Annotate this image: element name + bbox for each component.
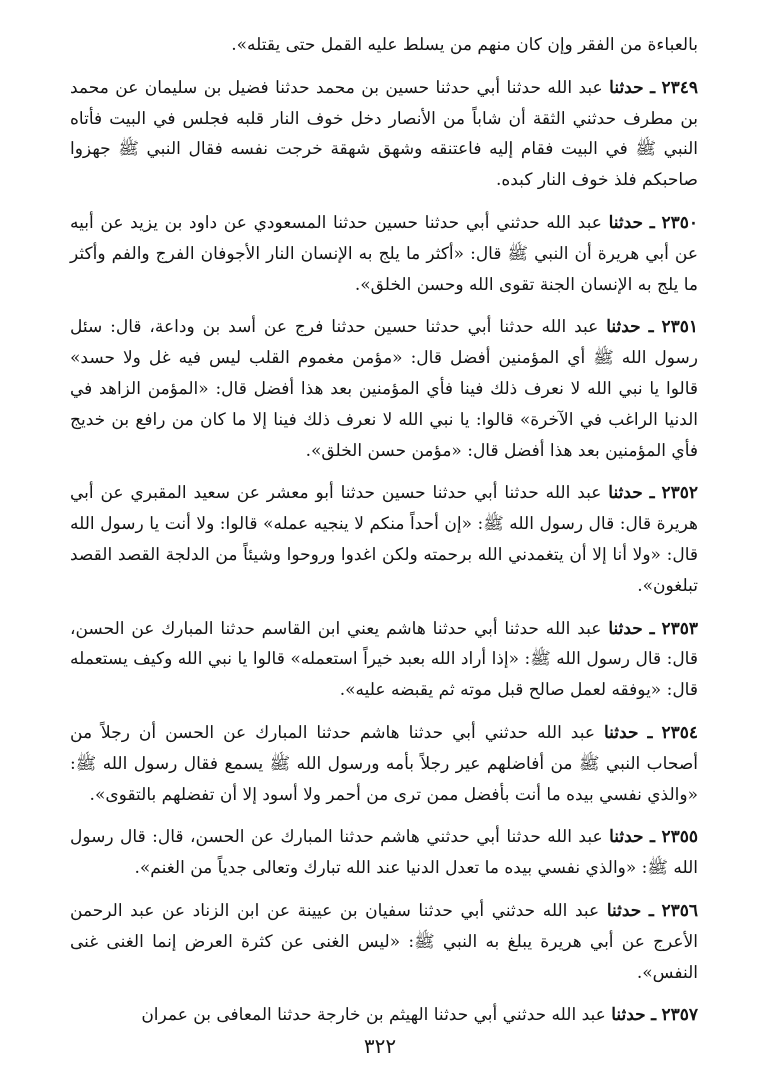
hadith-2353	[70, 614, 698, 706]
book-page	[70, 30, 698, 1040]
hadith-lead: حدثنا	[609, 827, 644, 848]
hadith-text: عبد الله حدثني أبي حدثنا حسين حدثنا المسعودي عن داود بن يزيد عن أبيه عن أبي هريرة أن النبي ﷺ قال: «أكثر ما يلج به الإنسان النار الأجوفان الفرج والفم وأكثر ما يلج به الإنسان الجنة تقوى الله وحسن الخلق».	[70, 212, 698, 295]
hadith-dash: ـ	[647, 722, 653, 743]
hadith-number: ٢٣٥٣	[661, 618, 699, 639]
hadith-dash: ـ	[648, 900, 654, 921]
hadith-text: عبد الله حدثني أبي حدثنا سفيان بن عيينة عن ابن الزناد عن عبد الرحمن الأعرج عن أبي هريرة يبلغ به النبي ﷺ: «ليس الغنى عن كثرة العرض إنما الغنى غنى النفس».	[70, 900, 698, 983]
hadith-2349	[70, 73, 698, 196]
hadith-lead: حدثنا	[608, 483, 643, 504]
hadith-dash: ـ	[649, 618, 655, 639]
hadith-text: عبد الله حدثنا أبي حدثنا حسين حدثنا فرج عن أسد بن وداعة، قال: سئل رسول الله ﷺ أي المؤمنين أفضل قال: «مؤمن مغموم القلب ليس فيه غل ولا حسد» قالوا يا نبي الله لا نعرف ذلك فينا فأي المؤمنين بعد هذا أفضل قال: «المؤمن الزاهد في الدنيا الراغب في الآخرة» قالوا: يا نبي الله لا نعرف ذلك فينا إلا ما كان من رافع بن خديج فأي المؤمنين بعد هذا أفضل قال: «مؤمن حسن الخلق».	[70, 317, 698, 461]
hadith-text: عبد الله حدثني أبي حدثنا هاشم حدثنا المبارك عن الحسن أن رجلاً من أصحاب النبي ﷺ من أفاضلهم عير رجلاً بأمه ورسول الله ﷺ يسمع فقال رسول الله ﷺ: «والذي نفسي بيده ما أنت بأفضل ممن ترى من أحمر ولا أسود إلا أن تفضلهم بالتقوى».	[70, 722, 698, 805]
hadith-lead: حدثنا	[608, 212, 644, 233]
hadith-text: عبد الله حدثنا أبي حدثني هاشم حدثنا المبارك عن الحسن، قال: قال رسول الله ﷺ: «والذي نفسي بيده ما تعدل الدنيا عند الله تبارك وتعالى جدياً من الغنم».	[70, 827, 698, 879]
hadith-2351	[70, 312, 698, 466]
hadith-2352	[70, 478, 698, 601]
hadith-lead: حدثنا	[611, 1005, 646, 1026]
hadith-text: عبد الله حدثنا أبي حدثنا حسين بن محمد حدثنا فضيل بن سليمان عن محمد بن مطرف حدثني الثقة أن شاباً من الأنصار دخل خوف النار قلبه فجلس في البيت فأتاه النبي ﷺ في البيت فقام إليه فاعتنقه وشهق شهقة خرجت نفسه فقال النبي ﷺ جهزوا صاحبكم فلذ خوف النار كبده.	[70, 77, 698, 191]
hadith-lead: حدثنا	[609, 77, 644, 98]
hadith-number: ٢٣٥١	[661, 317, 699, 338]
hadith-number: ٢٣٤٩	[661, 77, 699, 98]
hadith-number: ٢٣٥٥	[661, 827, 699, 848]
hadith-lead: حدثنا	[606, 317, 641, 338]
hadith-text: عبد الله حدثنا أبي حدثنا هاشم يعني ابن القاسم حدثنا المبارك عن الحسن، قال: قال رسول الله ﷺ: «إذا أراد الله بعبد خيراً استعمله» قالوا يا نبي الله وكيف يستعمله قال: «يوفقه لعمل صالح قبل موته ثم يقبضه عليه».	[70, 618, 698, 701]
hadith-2354	[70, 718, 698, 810]
hadith-number: ٢٣٥٧	[661, 1005, 698, 1026]
continuation-text: بالعباءة من الفقر وإن كان منهم من يسلط عليه القمل حتى يقتله».	[231, 35, 698, 55]
hadith-2350	[70, 208, 698, 300]
hadith-number: ٢٣٥٢	[661, 483, 699, 504]
hadith-dash: ـ	[648, 317, 654, 338]
hadith-text: عبد الله حدثني أبي حدثنا الهيثم بن خارجة حدثنا المعافى بن عمران	[141, 1005, 606, 1026]
hadith-number: ٢٣٥٦	[661, 900, 699, 921]
hadith-lead: حدثنا	[608, 618, 643, 639]
hadith-number: ٢٣٥٤	[661, 722, 698, 743]
hadith-dash: ـ	[649, 212, 655, 233]
hadith-number: ٢٣٥٠	[661, 212, 698, 233]
page-number: ٣٢٢	[363, 1034, 397, 1058]
hadith-2357	[70, 1000, 698, 1031]
hadith-lead: حدثنا	[606, 900, 642, 921]
hadith-2356	[70, 896, 698, 988]
hadith-lead: حدثنا	[604, 722, 639, 743]
hadith-dash: ـ	[649, 483, 655, 504]
hadith-dash: ـ	[650, 827, 656, 848]
hadith-dash: ـ	[650, 77, 656, 98]
hadith-text: عبد الله حدثنا أبي حدثنا حسين حدثنا أبو معشر عن سعيد المقبري عن أبي هريرة قال: قال رسول الله ﷺ: «إن أحداً منكم لا ينجيه عمله» قالوا: ولا أنت يا رسول الله قال: «ولا أنا إلا أن يتغمدني الله برحمته ولكن اغدوا وروحوا وشيئاً من الدلجة القصد القصد تبلغون».	[70, 483, 698, 596]
hadith-2355	[70, 822, 698, 884]
hadith-dash: ـ	[651, 1005, 657, 1026]
